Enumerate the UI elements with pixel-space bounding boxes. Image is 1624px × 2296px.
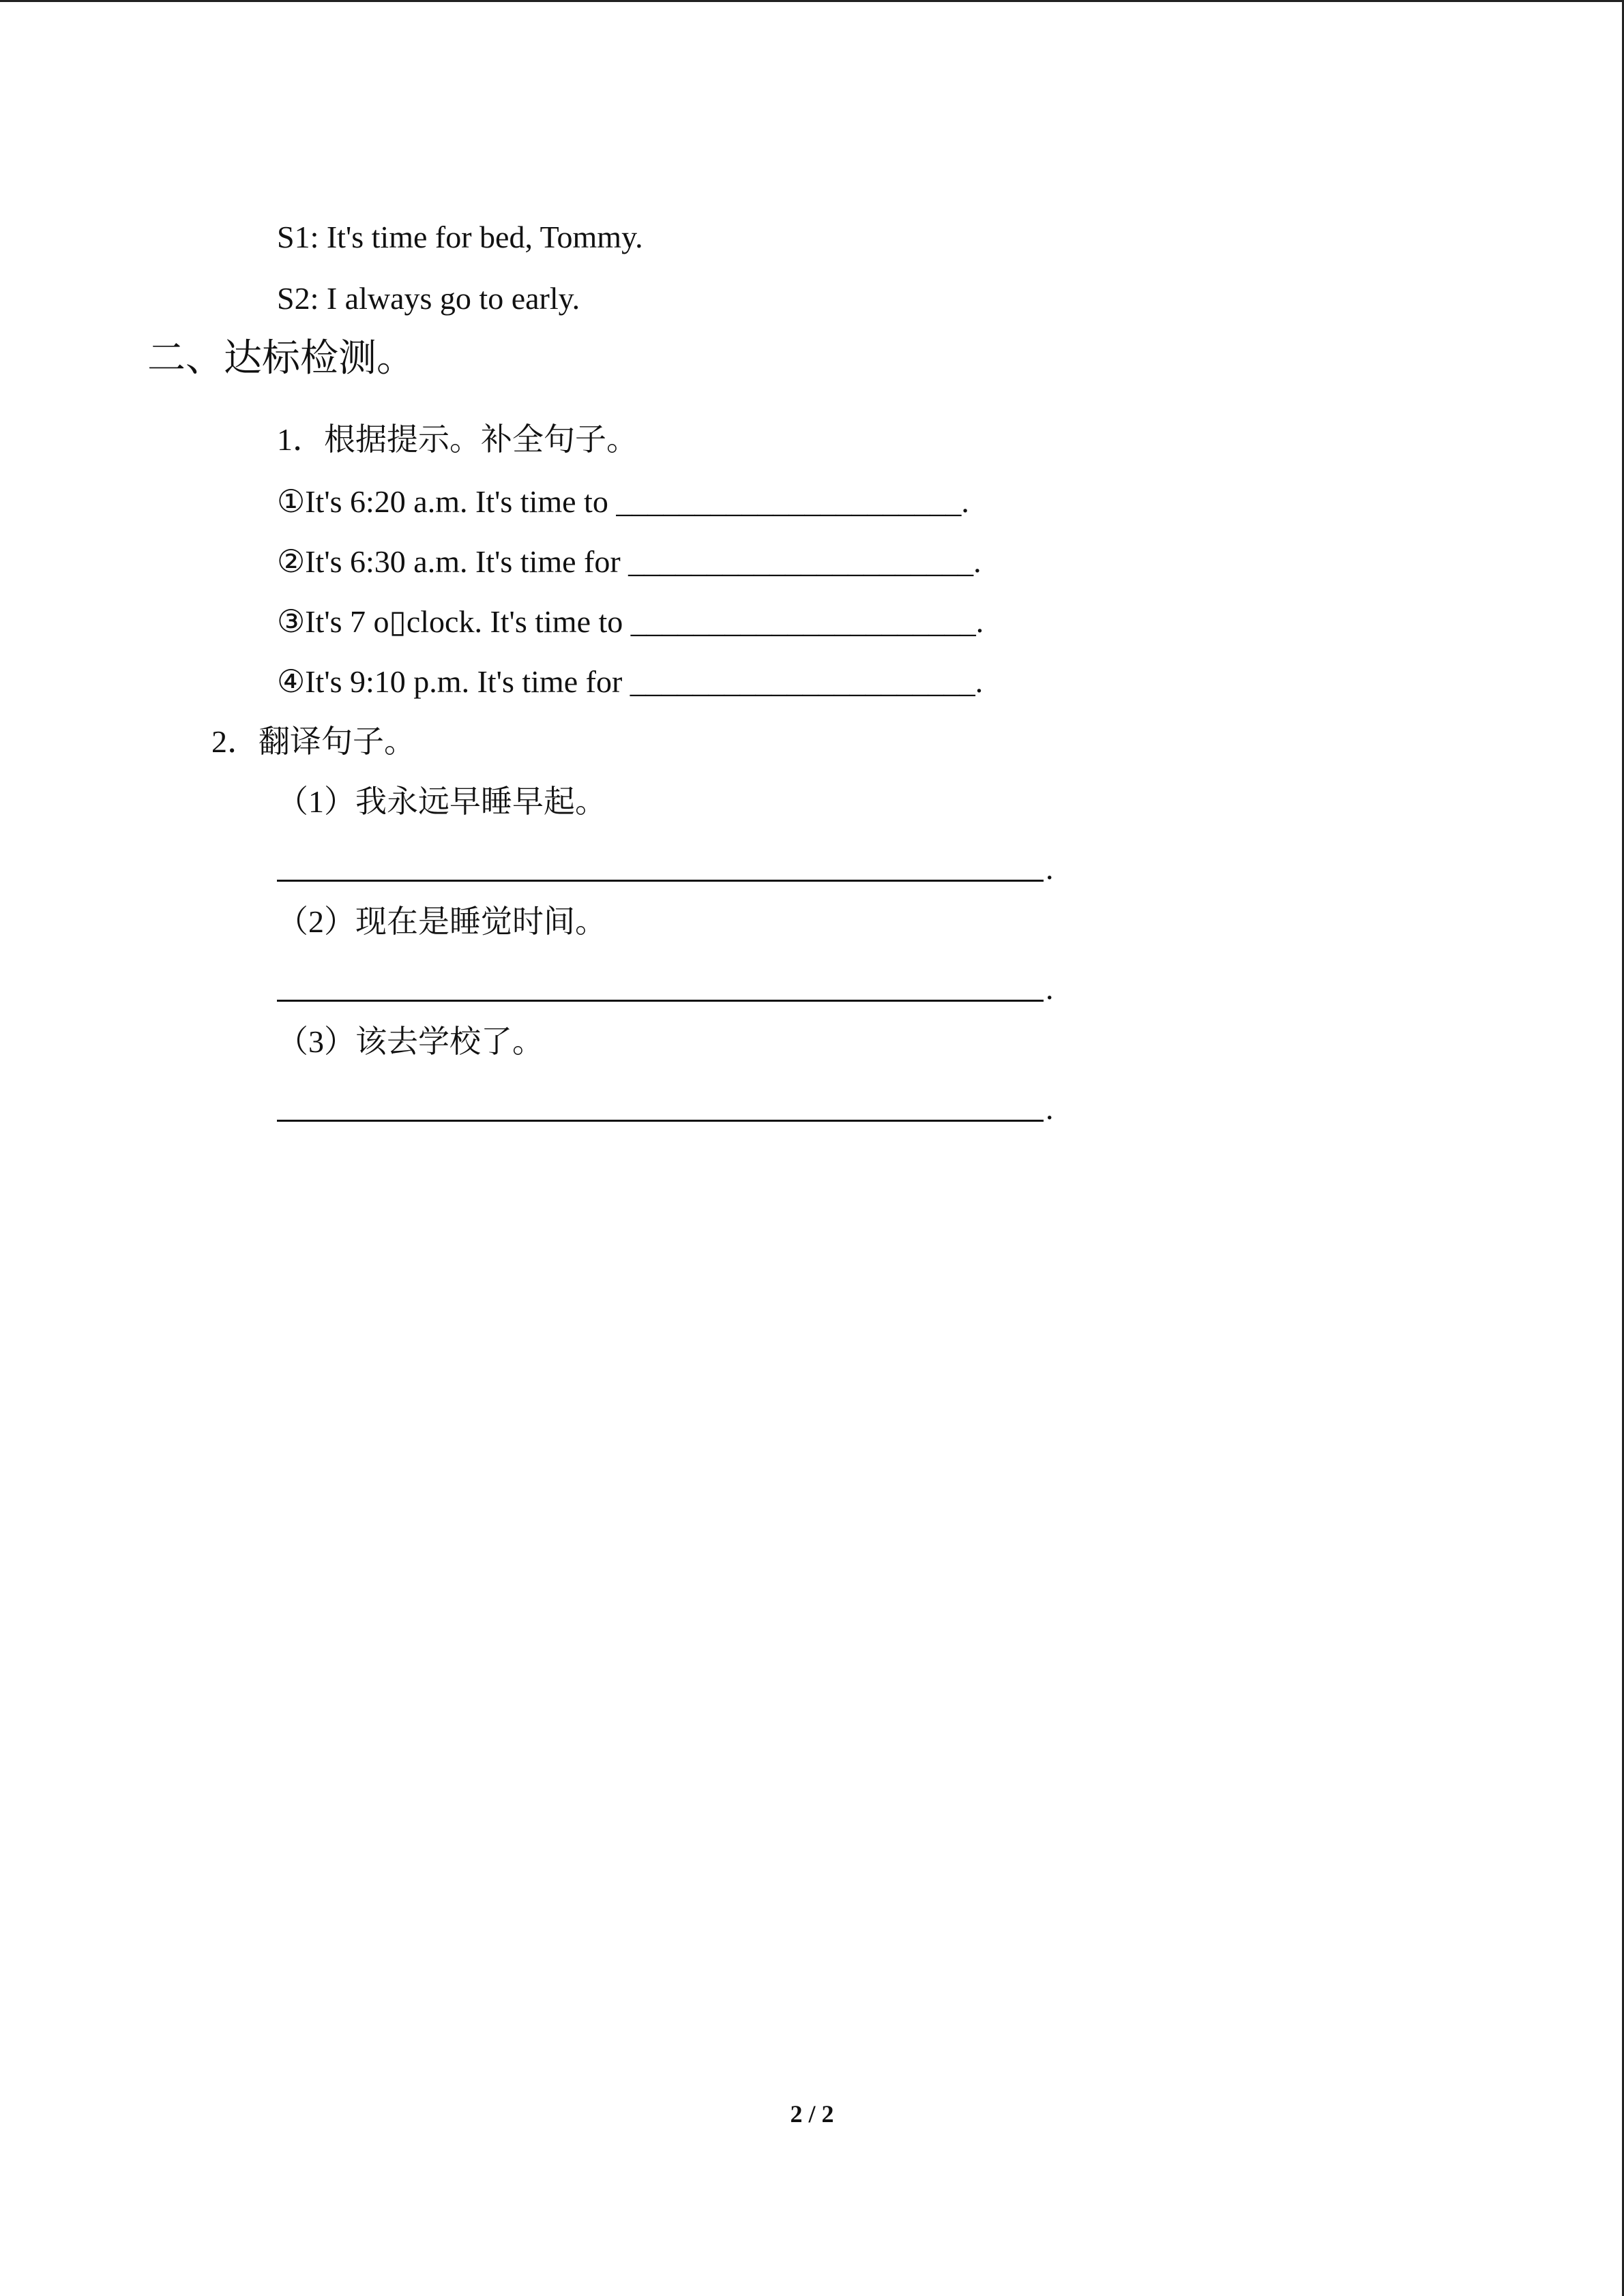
question-1-item: ②It's 6:30 a.m. It's time for ______________________. [277,544,981,579]
question-2-title: 2．翻译句子。 [211,724,415,759]
dialogue-line-s2: S2: I always go to early. [277,281,580,316]
answer-period: . [1046,971,1054,1006]
dialogue-line-s1: S1: It's time for bed, Tommy. [277,220,643,254]
translation-prompt: （3）该去学校了。 [277,1024,544,1059]
answer-blank-line [277,880,1044,882]
answer-period: . [1046,851,1054,886]
question-1-item: ④It's 9:10 p.m. It's time for ______________________. [277,664,984,699]
question-1-item: ③It's 7 o▯clock. It's time to ______________________. [277,604,984,639]
question-1-title: 1．根据提示。补全句子。 [277,422,638,457]
page-number: 2 / 2 [790,2100,834,2128]
answer-blank-line [277,1000,1044,1002]
answer-blank-line [277,1120,1044,1122]
translation-prompt: （1）我永远早睡早起。 [277,784,606,819]
question-1-item: ①It's 6:20 a.m. It's time to ______________________. [277,484,969,519]
translation-prompt: （2）现在是睡觉时间。 [277,904,606,939]
answer-period: . [1046,1091,1054,1126]
top-border [0,0,1624,2]
section-heading: 二、达标检测。 [147,338,415,380]
